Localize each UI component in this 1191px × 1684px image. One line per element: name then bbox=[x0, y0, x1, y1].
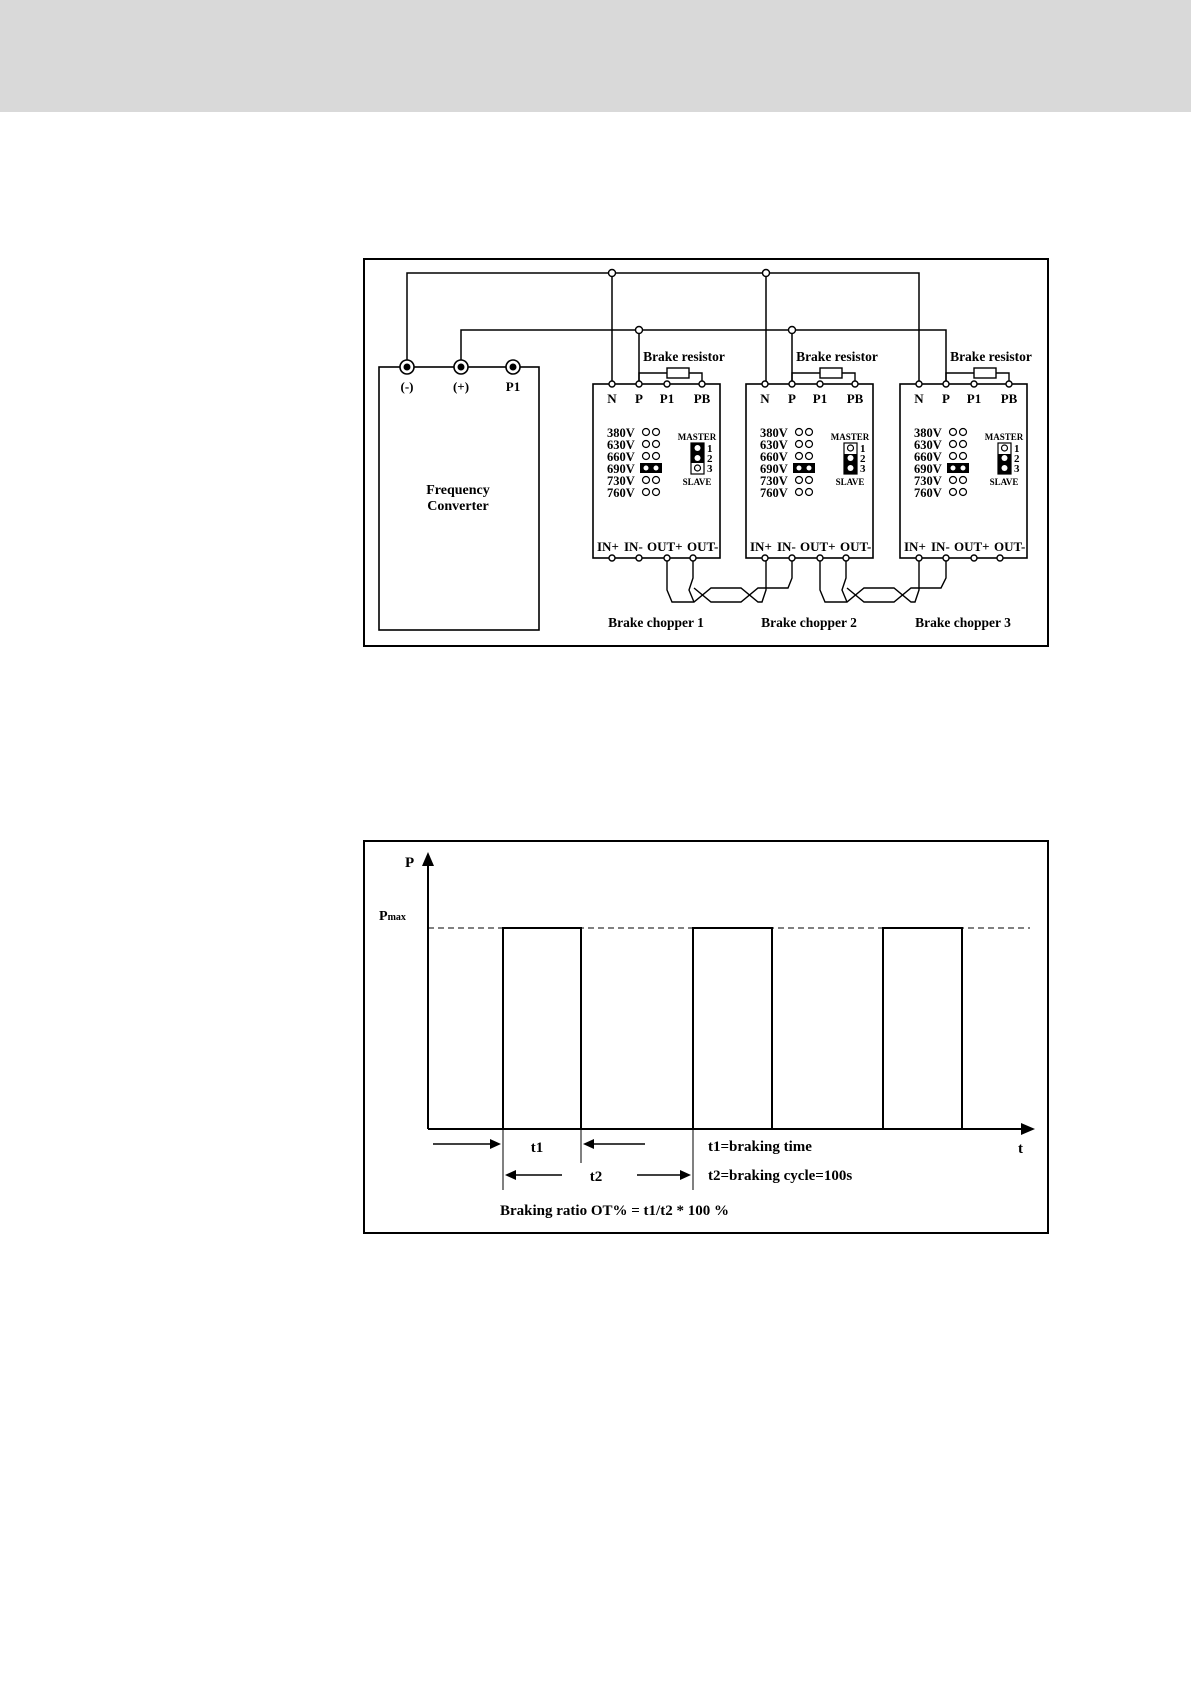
voltage-label-660: 660V bbox=[914, 450, 942, 464]
chopper-label-3: Brake chopper 3 bbox=[915, 615, 1011, 630]
arrow-left-icon bbox=[583, 1139, 594, 1149]
y-axis-label: P bbox=[405, 855, 415, 871]
jumper-pos-1: 1 bbox=[860, 443, 866, 455]
converter-terminal-negative bbox=[400, 360, 414, 374]
voltage-label-660: 660V bbox=[760, 450, 788, 464]
terminal-label-in-plus: IN+ bbox=[904, 539, 926, 554]
terminal-label-in-minus: IN- bbox=[931, 539, 950, 554]
voltage-jumper-690v bbox=[793, 463, 815, 473]
terminal-label-n: N bbox=[760, 391, 770, 406]
twisted-pair-cable-1-2 bbox=[667, 561, 792, 602]
voltage-label-380: 380V bbox=[607, 426, 635, 440]
converter-name-line1: Frequency bbox=[426, 483, 490, 498]
master-label: MASTER bbox=[830, 432, 870, 442]
slave-label: SLAVE bbox=[682, 477, 712, 487]
braking-pulse-1 bbox=[503, 928, 581, 1129]
terminal-label-out-minus: OUT- bbox=[994, 539, 1026, 554]
terminal-label-p: P bbox=[788, 391, 796, 406]
voltage-label-690: 690V bbox=[914, 462, 942, 476]
terminal-label-out-plus: OUT+ bbox=[647, 539, 683, 554]
terminal-label-pb: PB bbox=[1000, 391, 1018, 406]
voltage-selector bbox=[760, 426, 815, 500]
brake-resistor bbox=[792, 368, 855, 384]
jumper-pos-1: 1 bbox=[707, 443, 713, 455]
voltage-label-730: 730V bbox=[760, 474, 788, 488]
voltage-label-760: 760V bbox=[607, 486, 635, 500]
y-axis-arrow-icon bbox=[422, 852, 434, 866]
arrow-left-icon bbox=[505, 1170, 516, 1180]
terminal-label-p1: P1 bbox=[812, 391, 828, 406]
terminal-label-out-plus: OUT+ bbox=[954, 539, 990, 554]
t1-label: t1 bbox=[530, 1140, 544, 1156]
timing-axes bbox=[428, 862, 1024, 1129]
voltage-label-630: 630V bbox=[914, 438, 942, 452]
terminal-label-p: P bbox=[635, 391, 643, 406]
braking-pulse-3 bbox=[883, 928, 962, 1129]
terminal-label-in-plus: IN+ bbox=[597, 539, 619, 554]
twisted-pair-cable-2-3 bbox=[820, 561, 946, 602]
slave-label: SLAVE bbox=[989, 477, 1019, 487]
converter-terminal-label-p1: P1 bbox=[505, 379, 521, 394]
converter-terminal-label-positive: (+) bbox=[452, 379, 470, 394]
terminal-label-p: P bbox=[942, 391, 950, 406]
terminal-label-n: N bbox=[914, 391, 924, 406]
terminal-label-in-plus: IN+ bbox=[750, 539, 772, 554]
voltage-selector bbox=[607, 426, 662, 500]
terminal-label-in-minus: IN- bbox=[624, 539, 643, 554]
voltage-label-690: 690V bbox=[760, 462, 788, 476]
jumper-pos-3: 3 bbox=[707, 463, 713, 475]
voltage-label-730: 730V bbox=[914, 474, 942, 488]
voltage-label-760: 760V bbox=[914, 486, 942, 500]
terminal-label-p1: P1 bbox=[659, 391, 675, 406]
converter-terminal-positive bbox=[454, 360, 468, 374]
voltage-label-730: 730V bbox=[607, 474, 635, 488]
t2-label: t2 bbox=[589, 1169, 603, 1185]
voltage-label-630: 630V bbox=[760, 438, 788, 452]
brake-resistor bbox=[639, 368, 702, 384]
pmax-subscript: max bbox=[387, 912, 406, 923]
brake-chopper-wiring-diagram bbox=[0, 0, 1191, 700]
chopper-label-1: Brake chopper 1 bbox=[608, 615, 704, 630]
dc-bus-junctions bbox=[609, 270, 796, 334]
t2-definition: t2=braking cycle=100s bbox=[708, 1168, 853, 1184]
frequency-converter bbox=[379, 360, 539, 630]
voltage-label-380: 380V bbox=[760, 426, 788, 440]
t1-definition: t1=braking time bbox=[708, 1139, 812, 1155]
master-slave-jumper bbox=[985, 432, 1024, 487]
x-axis-arrow-icon bbox=[1021, 1123, 1035, 1135]
jumper-pos-3: 3 bbox=[1014, 463, 1020, 475]
master-label: MASTER bbox=[984, 432, 1024, 442]
voltage-label-380: 380V bbox=[914, 426, 942, 440]
master-slave-jumper bbox=[678, 432, 717, 487]
converter-terminal-p1 bbox=[506, 360, 520, 374]
t2-dimension bbox=[503, 1129, 693, 1190]
arrow-right-icon bbox=[680, 1170, 691, 1180]
braking-pulses bbox=[503, 928, 962, 1129]
master-slave-jumper bbox=[831, 432, 870, 487]
terminal-label-pb: PB bbox=[846, 391, 864, 406]
jumper-pos-3: 3 bbox=[860, 463, 866, 475]
voltage-label-760: 760V bbox=[760, 486, 788, 500]
converter-terminal-label-negative: (-) bbox=[400, 379, 414, 394]
voltage-jumper-690v bbox=[640, 463, 662, 473]
terminal-label-pb: PB bbox=[693, 391, 711, 406]
slave-label: SLAVE bbox=[835, 477, 865, 487]
voltage-jumper-690v bbox=[947, 463, 969, 473]
t1-dimension bbox=[433, 1129, 645, 1163]
voltage-label-690: 690V bbox=[607, 462, 635, 476]
braking-pulse-2 bbox=[693, 928, 772, 1129]
master-label: MASTER bbox=[677, 432, 717, 442]
pmax-label bbox=[379, 909, 406, 924]
x-axis-label: t bbox=[1018, 1141, 1023, 1157]
brake-resistor-label: Brake resistor bbox=[796, 349, 878, 364]
brake-chopper-1 bbox=[593, 349, 725, 630]
brake-resistor-label: Brake resistor bbox=[950, 349, 1032, 364]
brake-resistor-label: Brake resistor bbox=[643, 349, 725, 364]
terminal-label-out-plus: OUT+ bbox=[800, 539, 836, 554]
voltage-label-660: 660V bbox=[607, 450, 635, 464]
jumper-pos-2: 2 bbox=[707, 453, 713, 465]
jumper-pos-2: 2 bbox=[1014, 453, 1020, 465]
terminal-label-out-minus: OUT- bbox=[840, 539, 872, 554]
voltage-label-630: 630V bbox=[607, 438, 635, 452]
pmax-main: P bbox=[379, 909, 388, 924]
arrow-right-icon bbox=[490, 1139, 501, 1149]
timing-frame bbox=[364, 841, 1048, 1233]
terminal-label-in-minus: IN- bbox=[777, 539, 796, 554]
terminal-label-n: N bbox=[607, 391, 617, 406]
brake-resistor bbox=[946, 368, 1009, 384]
terminal-label-out-minus: OUT- bbox=[687, 539, 719, 554]
converter-name-line2: Converter bbox=[427, 499, 489, 514]
jumper-pos-2: 2 bbox=[860, 453, 866, 465]
chopper-label-2: Brake chopper 2 bbox=[761, 615, 857, 630]
jumper-pos-1: 1 bbox=[1014, 443, 1020, 455]
wiring-frame bbox=[364, 259, 1048, 646]
voltage-selector bbox=[914, 426, 969, 500]
braking-ratio-formula: Braking ratio OT% = t1/t2 * 100 % bbox=[500, 1203, 729, 1219]
terminal-label-p1: P1 bbox=[966, 391, 982, 406]
